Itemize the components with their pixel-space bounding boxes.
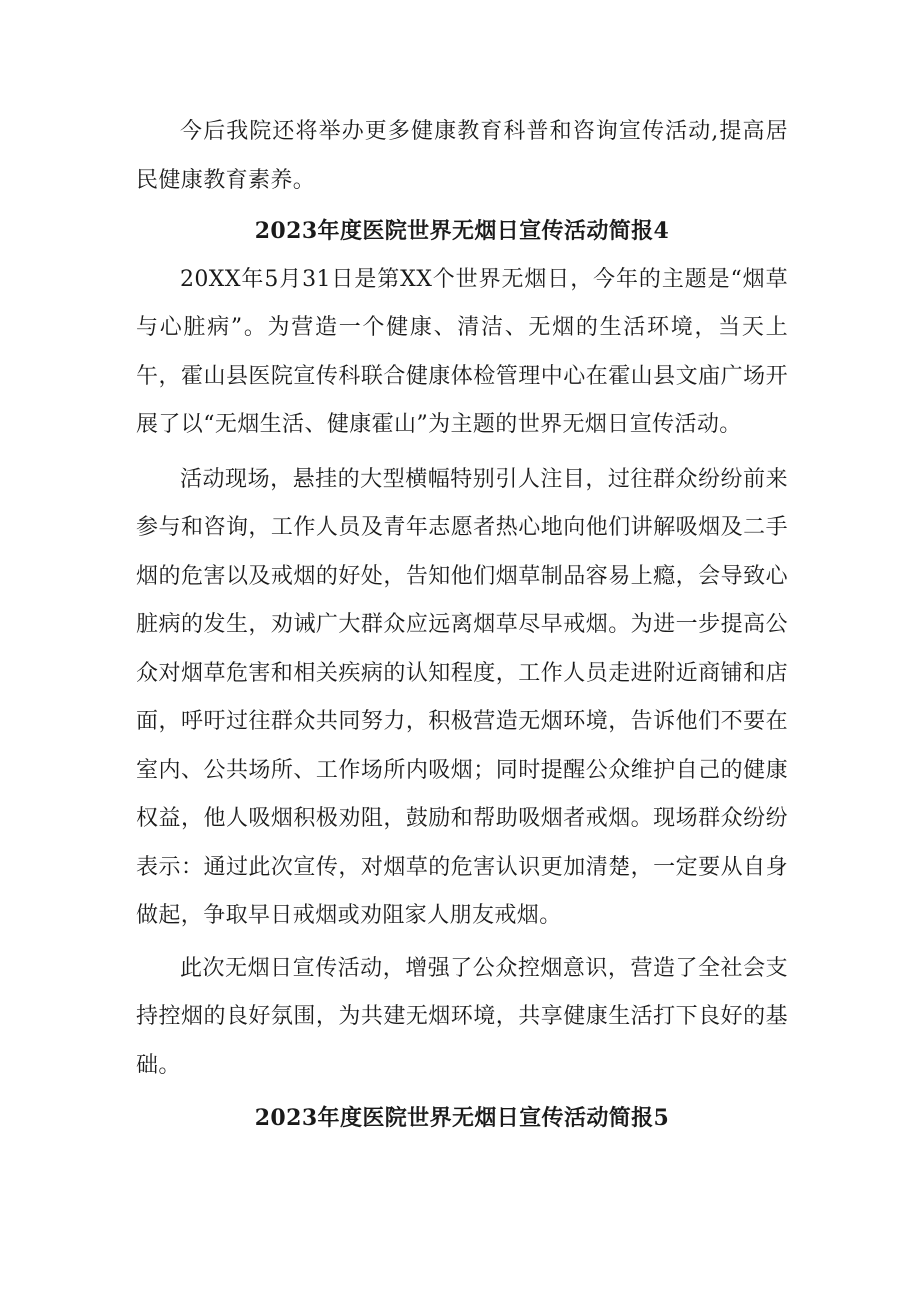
section-4-paragraph-2: 活动现场，悬挂的大型横幅特别引人注目，过往群众纷纷前来参与和咨询，工作人员及青年志愿者热心地向他们讲解吸烟及二手烟的危害以及戒烟的好处，告知他们烟草制品容易上瘾，会导致心脏病的发生，劝诫广大群众应远离烟草尽早戒烟。为进一步提高公众对烟草危害和相关疾病的认知程度，工作人员走进附近商铺和店面，呼吁过往群众共同努力，积极营造无烟环境，告诉他们不要在室内、公共场所、工作场所内吸烟；同时提醒公众维护自己的健康权益，他人吸烟积极劝阻，鼓励和帮助吸烟者戒烟。现场群众纷纷表示：通过此次宣传，对烟草的危害认识更加清楚，一定要从自身做起，争取早日戒烟或劝阻家人朋友戒烟。 <box>136 466 788 928</box>
section-4-paragraph-1: 20XX年5月31日是第XX个世界无烟日，今年的主题是“烟草与心脏病”。为营造一个健康、清洁、无烟的生活环境，当天上午，霍山县医院宣传科联合健康体检管理中心在霍山县文庙广场开展了以“无烟生活、健康霍山”为主题的世界无烟日宣传活动。 <box>136 266 788 437</box>
section-5-title: 2023年度医院世界无烟日宣传活动简报5 <box>254 1105 670 1131</box>
intro-paragraph: 今后我院还将举办更多健康教育科普和咨询宣传活动,提高居民健康教育素养。 <box>136 119 788 193</box>
section-4-paragraph-3: 此次无烟日宣传活动，增强了公众控烟意识，营造了全社会支持控烟的良好氛围，为共建无烟环境，共享健康生活打下良好的基础。 <box>136 955 788 1078</box>
document-page <box>136 108 788 1143</box>
section-4-title: 2023年度医院世界无烟日宣传活动简报4 <box>254 218 670 244</box>
